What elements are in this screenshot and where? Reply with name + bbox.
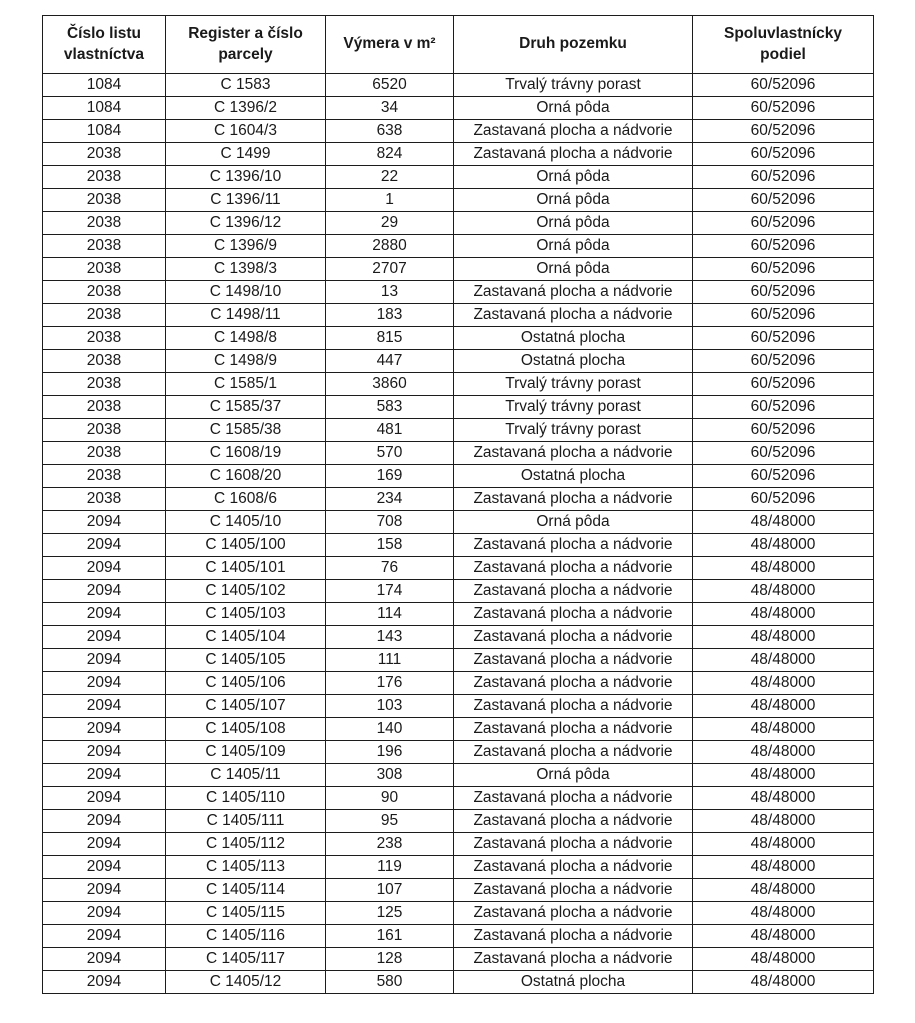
table-row — [43, 879, 874, 902]
table-cell: Orná pôda — [454, 235, 693, 258]
table-cell: 60/52096 — [693, 373, 874, 396]
table-row — [43, 97, 874, 120]
table-cell: 60/52096 — [693, 350, 874, 373]
table-cell: 60/52096 — [693, 120, 874, 143]
table-cell: C 1498/9 — [166, 350, 326, 373]
table-cell: 2038 — [43, 281, 166, 304]
table-cell: C 1585/37 — [166, 396, 326, 419]
table-cell: Zastavaná plocha a nádvorie — [454, 856, 693, 879]
table-cell: 48/48000 — [693, 856, 874, 879]
table-cell: 2094 — [43, 580, 166, 603]
table-cell: 583 — [326, 396, 454, 419]
table-cell: 2038 — [43, 396, 166, 419]
table-cell: Ostatná plocha — [454, 327, 693, 350]
table-cell: Ostatná plocha — [454, 971, 693, 994]
table-row — [43, 741, 874, 764]
table-cell: C 1405/113 — [166, 856, 326, 879]
table-cell: C 1396/2 — [166, 97, 326, 120]
table-cell: 2707 — [326, 258, 454, 281]
table-cell: C 1405/100 — [166, 534, 326, 557]
table-cell: 60/52096 — [693, 143, 874, 166]
table-cell: C 1498/10 — [166, 281, 326, 304]
table-cell: 2094 — [43, 810, 166, 833]
table-cell: C 1405/101 — [166, 557, 326, 580]
table-cell: 708 — [326, 511, 454, 534]
table-cell: 2094 — [43, 856, 166, 879]
table-cell: 48/48000 — [693, 672, 874, 695]
header-vymera-v-m2: Výmera v m² — [326, 16, 454, 74]
table-cell: 2880 — [326, 235, 454, 258]
table-body — [43, 74, 874, 994]
table-cell: 48/48000 — [693, 695, 874, 718]
table-cell: 2038 — [43, 258, 166, 281]
table-cell: 196 — [326, 741, 454, 764]
table-cell: 125 — [326, 902, 454, 925]
table-cell: 48/48000 — [693, 557, 874, 580]
table-cell: Orná pôda — [454, 258, 693, 281]
table-cell: 103 — [326, 695, 454, 718]
table-cell: Zastavaná plocha a nádvorie — [454, 810, 693, 833]
table-cell: C 1499 — [166, 143, 326, 166]
table-cell: C 1498/11 — [166, 304, 326, 327]
table-row — [43, 120, 874, 143]
table-cell: 114 — [326, 603, 454, 626]
table-cell: 60/52096 — [693, 488, 874, 511]
table-cell: 169 — [326, 465, 454, 488]
table-row — [43, 189, 874, 212]
table-cell: Zastavaná plocha a nádvorie — [454, 580, 693, 603]
table-cell: 1084 — [43, 97, 166, 120]
table-row — [43, 856, 874, 879]
table-cell: 2094 — [43, 718, 166, 741]
table-cell: 2094 — [43, 879, 166, 902]
table-cell: 2094 — [43, 672, 166, 695]
table-row — [43, 143, 874, 166]
table-cell: 481 — [326, 419, 454, 442]
table-cell: C 1405/112 — [166, 833, 326, 856]
table-row — [43, 534, 874, 557]
table-cell: 60/52096 — [693, 74, 874, 97]
table-cell: 48/48000 — [693, 534, 874, 557]
table-cell: 48/48000 — [693, 902, 874, 925]
table-cell: Zastavaná plocha a nádvorie — [454, 741, 693, 764]
table-row — [43, 649, 874, 672]
table-cell: C 1405/12 — [166, 971, 326, 994]
table-cell: 2094 — [43, 902, 166, 925]
table-cell: 48/48000 — [693, 787, 874, 810]
table-cell: 2094 — [43, 764, 166, 787]
table-cell: 76 — [326, 557, 454, 580]
table-row — [43, 327, 874, 350]
table-cell: C 1608/6 — [166, 488, 326, 511]
table-cell: C 1585/1 — [166, 373, 326, 396]
table-cell: Zastavaná plocha a nádvorie — [454, 603, 693, 626]
table-cell: 824 — [326, 143, 454, 166]
table-cell: Orná pôda — [454, 212, 693, 235]
table-cell: 60/52096 — [693, 465, 874, 488]
table-cell: C 1405/102 — [166, 580, 326, 603]
table-cell: 1084 — [43, 74, 166, 97]
table-cell: Zastavaná plocha a nádvorie — [454, 281, 693, 304]
table-row — [43, 511, 874, 534]
table-cell: Zastavaná plocha a nádvorie — [454, 925, 693, 948]
table-cell: 48/48000 — [693, 810, 874, 833]
table-row — [43, 557, 874, 580]
table-row — [43, 74, 874, 97]
table-row — [43, 603, 874, 626]
table-cell: 2094 — [43, 948, 166, 971]
table-cell: Trvalý trávny porast — [454, 419, 693, 442]
table-cell: 90 — [326, 787, 454, 810]
table-row — [43, 764, 874, 787]
table-cell: 29 — [326, 212, 454, 235]
table-cell: 2038 — [43, 419, 166, 442]
table-cell: 176 — [326, 672, 454, 695]
table-cell: 2094 — [43, 971, 166, 994]
table-cell: Ostatná plocha — [454, 350, 693, 373]
table-row — [43, 465, 874, 488]
table-cell: C 1405/104 — [166, 626, 326, 649]
table-row — [43, 580, 874, 603]
table-cell: C 1398/3 — [166, 258, 326, 281]
table-row — [43, 787, 874, 810]
table-cell: 48/48000 — [693, 649, 874, 672]
table-cell: 2038 — [43, 373, 166, 396]
table-cell: 2094 — [43, 626, 166, 649]
table-cell: 2038 — [43, 212, 166, 235]
table-row — [43, 304, 874, 327]
table-row — [43, 810, 874, 833]
table-cell: 2038 — [43, 327, 166, 350]
table-cell: 2038 — [43, 166, 166, 189]
table-row — [43, 925, 874, 948]
table-cell: C 1405/108 — [166, 718, 326, 741]
table-cell: Zastavaná plocha a nádvorie — [454, 879, 693, 902]
table-cell: 234 — [326, 488, 454, 511]
table-cell: 3860 — [326, 373, 454, 396]
table-cell: 60/52096 — [693, 189, 874, 212]
table-cell: 638 — [326, 120, 454, 143]
table-cell: 60/52096 — [693, 304, 874, 327]
land-registry-table — [42, 15, 874, 994]
table-cell: Trvalý trávny porast — [454, 396, 693, 419]
table-cell: C 1608/19 — [166, 442, 326, 465]
table-cell: 48/48000 — [693, 925, 874, 948]
table-cell: Orná pôda — [454, 97, 693, 120]
table-cell: 2094 — [43, 557, 166, 580]
header-register-a-cislo-parcely: Register a číslo parcely — [166, 16, 326, 74]
table-cell: 119 — [326, 856, 454, 879]
table-cell: C 1405/116 — [166, 925, 326, 948]
table-cell: 60/52096 — [693, 442, 874, 465]
table-row — [43, 971, 874, 994]
table-row — [43, 258, 874, 281]
table-row — [43, 718, 874, 741]
table-cell: 580 — [326, 971, 454, 994]
table-cell: Zastavaná plocha a nádvorie — [454, 488, 693, 511]
table-row — [43, 902, 874, 925]
table-cell: Orná pôda — [454, 189, 693, 212]
table-cell: 2038 — [43, 488, 166, 511]
table-row — [43, 488, 874, 511]
table-cell: Trvalý trávny porast — [454, 373, 693, 396]
table-cell: 48/48000 — [693, 626, 874, 649]
table-cell: 2038 — [43, 465, 166, 488]
table-cell: Orná pôda — [454, 511, 693, 534]
table-row — [43, 235, 874, 258]
table-row — [43, 626, 874, 649]
table-cell: 22 — [326, 166, 454, 189]
table-cell: 60/52096 — [693, 327, 874, 350]
table-cell: 238 — [326, 833, 454, 856]
table-row — [43, 672, 874, 695]
table-cell: 48/48000 — [693, 971, 874, 994]
table-cell: 48/48000 — [693, 603, 874, 626]
header-cislo-listu-vlastnictva: Číslo listu vlastníctva — [43, 16, 166, 74]
table-cell: Zastavaná plocha a nádvorie — [454, 534, 693, 557]
table-row — [43, 695, 874, 718]
table-cell: C 1405/111 — [166, 810, 326, 833]
table-cell: Zastavaná plocha a nádvorie — [454, 672, 693, 695]
table-cell: Orná pôda — [454, 166, 693, 189]
table-cell: 48/48000 — [693, 511, 874, 534]
table-cell: C 1405/105 — [166, 649, 326, 672]
table-cell: 2094 — [43, 695, 166, 718]
table-cell: 60/52096 — [693, 166, 874, 189]
header-druh-pozemku: Druh pozemku — [454, 16, 693, 74]
table-cell: Zastavaná plocha a nádvorie — [454, 143, 693, 166]
table-row — [43, 281, 874, 304]
table-cell: Zastavaná plocha a nádvorie — [454, 557, 693, 580]
table-cell: C 1405/10 — [166, 511, 326, 534]
table-cell: 107 — [326, 879, 454, 902]
table-cell: 2094 — [43, 603, 166, 626]
table-row — [43, 419, 874, 442]
table-cell: 60/52096 — [693, 258, 874, 281]
table-cell: C 1405/103 — [166, 603, 326, 626]
table-cell: 2038 — [43, 350, 166, 373]
table-cell: Ostatná plocha — [454, 465, 693, 488]
table-cell: C 1405/11 — [166, 764, 326, 787]
table-cell: 2094 — [43, 741, 166, 764]
table-cell: Zastavaná plocha a nádvorie — [454, 695, 693, 718]
table-cell: 143 — [326, 626, 454, 649]
table-row — [43, 833, 874, 856]
table-cell: C 1405/106 — [166, 672, 326, 695]
table-cell: 2038 — [43, 235, 166, 258]
table-cell: Zastavaná plocha a nádvorie — [454, 787, 693, 810]
table-cell: 158 — [326, 534, 454, 557]
table-cell: C 1396/9 — [166, 235, 326, 258]
table-row — [43, 373, 874, 396]
table-cell: 2038 — [43, 143, 166, 166]
table-cell: 815 — [326, 327, 454, 350]
table-cell: 48/48000 — [693, 580, 874, 603]
table-cell: Trvalý trávny porast — [454, 74, 693, 97]
table-cell: Zastavaná plocha a nádvorie — [454, 649, 693, 672]
table-cell: C 1396/10 — [166, 166, 326, 189]
table-cell: 60/52096 — [693, 396, 874, 419]
table-cell: 34 — [326, 97, 454, 120]
table-cell: 2038 — [43, 304, 166, 327]
table-cell: C 1585/38 — [166, 419, 326, 442]
header-spoluvlastnicky-podiel: Spoluvlastnícky podiel — [693, 16, 874, 74]
table-row — [43, 396, 874, 419]
table-cell: C 1405/117 — [166, 948, 326, 971]
table-cell: 48/48000 — [693, 833, 874, 856]
table-cell: C 1498/8 — [166, 327, 326, 350]
table-cell: C 1396/12 — [166, 212, 326, 235]
table-cell: 308 — [326, 764, 454, 787]
table-cell: 2094 — [43, 925, 166, 948]
table-cell: 570 — [326, 442, 454, 465]
table-cell: Zastavaná plocha a nádvorie — [454, 718, 693, 741]
table-cell: 111 — [326, 649, 454, 672]
table-row — [43, 948, 874, 971]
table-cell: 48/48000 — [693, 879, 874, 902]
table-cell: 60/52096 — [693, 419, 874, 442]
table-cell: 2038 — [43, 442, 166, 465]
table-cell: Zastavaná plocha a nádvorie — [454, 902, 693, 925]
table-cell: C 1396/11 — [166, 189, 326, 212]
table-cell: 128 — [326, 948, 454, 971]
table-cell: C 1608/20 — [166, 465, 326, 488]
table-cell: Zastavaná plocha a nádvorie — [454, 442, 693, 465]
table-cell: 60/52096 — [693, 281, 874, 304]
table-cell: 95 — [326, 810, 454, 833]
table-cell: Zastavaná plocha a nádvorie — [454, 948, 693, 971]
table-cell: 447 — [326, 350, 454, 373]
table-header-row — [43, 16, 874, 74]
table-cell: 60/52096 — [693, 212, 874, 235]
table-cell: Zastavaná plocha a nádvorie — [454, 833, 693, 856]
table-cell: 48/48000 — [693, 764, 874, 787]
table-row — [43, 166, 874, 189]
table-cell: 2094 — [43, 534, 166, 557]
table-cell: 161 — [326, 925, 454, 948]
table-cell: 183 — [326, 304, 454, 327]
table-cell: 2094 — [43, 649, 166, 672]
table-cell: Zastavaná plocha a nádvorie — [454, 120, 693, 143]
table-cell: C 1583 — [166, 74, 326, 97]
table-cell: 6520 — [326, 74, 454, 97]
table-cell: Orná pôda — [454, 764, 693, 787]
table-cell: 48/48000 — [693, 948, 874, 971]
table-row — [43, 350, 874, 373]
table-cell: 1 — [326, 189, 454, 212]
table-cell: 140 — [326, 718, 454, 741]
table-cell: C 1604/3 — [166, 120, 326, 143]
table-cell: C 1405/115 — [166, 902, 326, 925]
table-cell: 1084 — [43, 120, 166, 143]
table-cell: C 1405/107 — [166, 695, 326, 718]
table-cell: C 1405/110 — [166, 787, 326, 810]
table-row — [43, 442, 874, 465]
table-cell: 2038 — [43, 189, 166, 212]
table-cell: 2094 — [43, 511, 166, 534]
table-cell: 60/52096 — [693, 97, 874, 120]
table-cell: C 1405/114 — [166, 879, 326, 902]
table-cell: 48/48000 — [693, 718, 874, 741]
table-cell: 48/48000 — [693, 741, 874, 764]
table-row — [43, 212, 874, 235]
table-cell: Zastavaná plocha a nádvorie — [454, 304, 693, 327]
table-cell: 2094 — [43, 787, 166, 810]
table-cell: 2094 — [43, 833, 166, 856]
table-cell: 174 — [326, 580, 454, 603]
table-cell: Zastavaná plocha a nádvorie — [454, 626, 693, 649]
table-cell: C 1405/109 — [166, 741, 326, 764]
table-cell: 13 — [326, 281, 454, 304]
table-cell: 60/52096 — [693, 235, 874, 258]
